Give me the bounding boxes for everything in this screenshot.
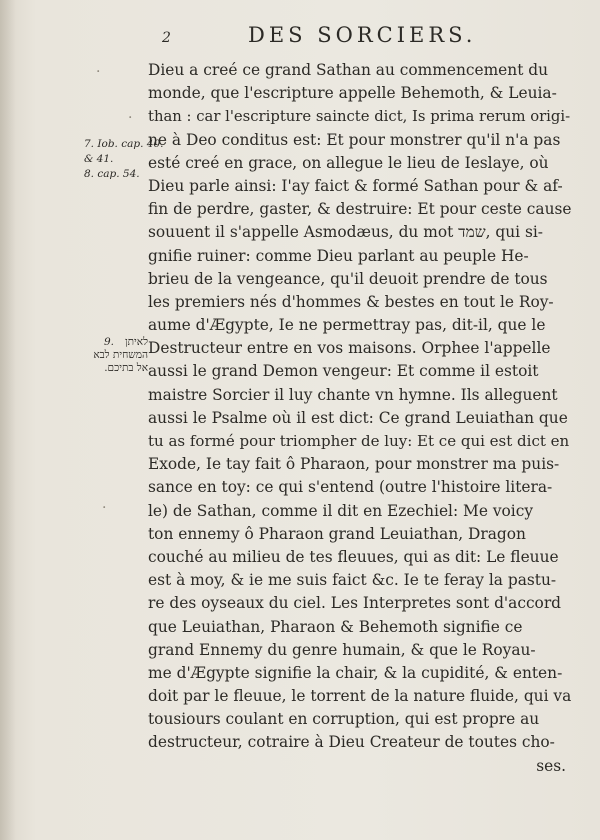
page-number: 2	[162, 30, 171, 46]
text-line: monde, que l'escripture appelle Behemoth, & Leuia-	[148, 84, 557, 103]
text-line: than : car l'escripture saincte dict, Is prima rerum origi-	[148, 108, 571, 126]
text-line: ne à Deo conditus est: Et pour monstrer qu'il n'a pas	[148, 130, 561, 149]
text-line: Dieu a creé ce grand Sathan au commencement du	[148, 61, 549, 79]
text-line: Destructeur entre en vos maisons. Orphee l'appelle	[148, 339, 551, 358]
text-line: aume d'Ægypte, Ie ne permettray pas, dit-il, que le	[148, 316, 546, 335]
margin-note-isaiah: 8. cap. 54.	[84, 168, 140, 180]
text-line: esté creé en grace, on allegue le lieu de Ieslaye, où	[148, 153, 549, 172]
text-line: aussi le Psalme où il est dict: Ce grand Leuiathan que	[148, 408, 568, 427]
text-line: brieu de la vengeance, qu'il deuoit prendre de tous	[148, 269, 548, 288]
text-line: Dieu parle ainsi: I'ay faict & formé Sathan pour & af-	[148, 176, 563, 195]
text-line: est à moy, & ie me suis faict &c. Ie te feray la pastu-	[148, 571, 557, 590]
text-line: ton ennemy ô Pharaon grand Leuiathan, Dragon	[148, 524, 526, 543]
bleed-mark: ·	[96, 64, 101, 80]
gutter-shadow	[0, 0, 16, 840]
text-line: ses.	[536, 756, 566, 775]
text-line: maistre Sorcier il luy chante vn hymne. Ils alleguent	[148, 385, 558, 404]
body-text	[148, 59, 572, 778]
text-line: Exode, Ie tay fait ô Pharaon, pour monstrer ma puis-	[148, 455, 560, 474]
margin-note-job: 7. Iob. cap. 40.	[84, 138, 164, 150]
margin-note-hebrew-1: לאיתן	[124, 336, 148, 348]
text-line: fin de perdre, gaster, & destruire: Et pour ceste cause	[148, 200, 572, 219]
text-line: doit par le fleuue, le torrent de la nature fluide, qui va	[148, 687, 572, 706]
text-line: les premiers nés d'hommes & bestes en tout le Roy-	[148, 292, 554, 311]
text-line: sance en toy: ce qui s'entend (outre l'histoire litera-	[148, 478, 553, 497]
margin-note-job-41: & 41.	[84, 153, 114, 165]
text-line: que Leuiathan, Pharaon & Behemoth signifie ce	[148, 617, 523, 636]
text-line: gnifie ruiner: comme Dieu parlant au peuple He-	[148, 246, 529, 265]
text-line: tousiours coulant en corruption, qui est propre au	[148, 710, 540, 729]
text-line: me d'Ægypte signifie la chair, & la cupidité, & enten-	[148, 663, 563, 682]
bleed-mark: ·	[102, 500, 107, 516]
margin-note-hebrew-2: המשחית לבא	[93, 349, 148, 361]
text-line: grand Ennemy du genre humain, & que le Royau-	[148, 640, 536, 659]
text-line: aussi le grand Demon vengeur: Et comme il estoit	[148, 362, 539, 381]
text-line: re des oyseaux du ciel. Les Interpretes sont d'accord	[148, 594, 562, 613]
text-line: tu as formé pour triompher de luy: Et ce qui est dict en	[148, 432, 570, 450]
bleed-mark: ·	[128, 110, 133, 126]
text-line: le) de Sathan, comme il dit en Ezechiel: Me voicy	[148, 501, 534, 520]
running-head: DES SORCIERS.	[248, 23, 477, 47]
text-line: destructeur, cotraire à Dieu Createur de toutes cho-	[148, 733, 555, 752]
margin-note-ref-9: 9.	[104, 336, 115, 348]
text-line: souuent il s'appelle Asmodæus, du mot שמד, qui si-	[148, 223, 543, 242]
margin-note-hebrew-3: אל בתיכם.	[104, 362, 148, 374]
text-line: couché au milieu de tes fleuues, qui as dit: Le fleuue	[148, 547, 559, 566]
